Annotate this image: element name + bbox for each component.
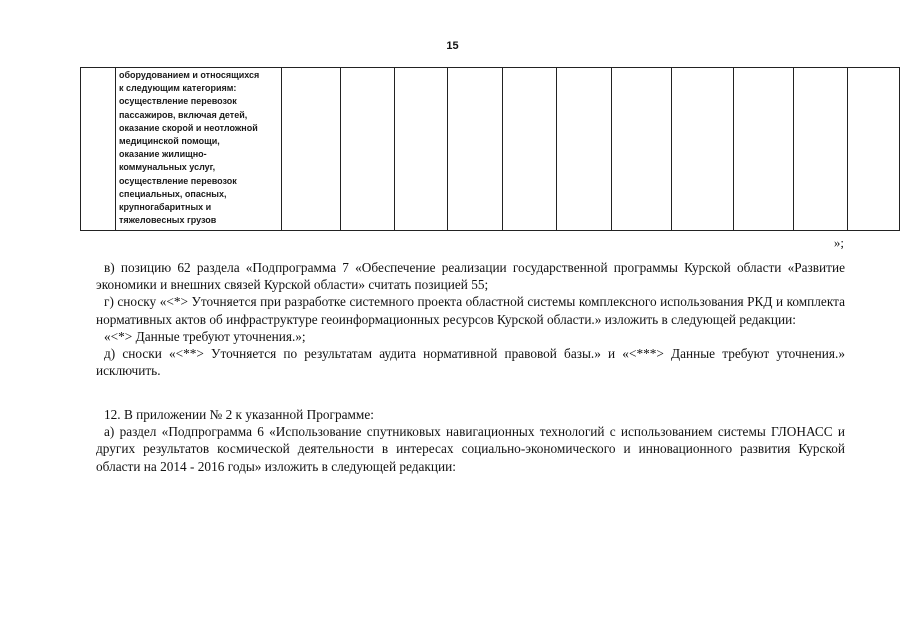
table-cell <box>395 68 448 231</box>
paragraph-v: в) позицию 62 раздела «Подпрограмма 7 «Обеспечение реализации государственной программы Курской области «Развитие экономики и внешних связей Курской области» считать позицией 55; <box>96 260 845 293</box>
paragraph-d: д) сноски «<**> Уточняется по результатам аудита нормативной правовой базы.» и «<***> Данные требуют уточнения.» исключить. <box>96 346 845 379</box>
table-cell <box>341 68 395 231</box>
table-cell-description: оборудованием и относящихся к следующим категориям: осуществление перевозок пассажиров, включая детей, оказание скорой и неотложной медицинской помощи, оказание жилищно- коммунальных услуг, осуществление перевозок специальных, опасных, крупногабаритных и тяжеловесных грузов <box>116 68 282 231</box>
table-row <box>81 68 900 231</box>
table-cell <box>612 68 672 231</box>
table-fragment <box>80 67 900 231</box>
paragraph-footnote-quote: «<*> Данные требуют уточнения.»; <box>104 328 306 344</box>
table-cell <box>734 68 794 231</box>
table-cell <box>503 68 557 231</box>
closing-quote: »; <box>833 235 844 250</box>
table-cell <box>557 68 612 231</box>
paragraph-a: а) раздел «Подпрограмма 6 «Использование спутниковых навигационных технологий с использованием системы ГЛОНАСС и других результатов космической деятельности в интересах социально-экономического и инновационного развития Курской области на 2014 - 2016 годы» изложить в следующей редакции: <box>96 424 845 474</box>
paragraph-g: г) сноску «<*> Уточняется при разработке системного проекта областной системы комплексного использования РКД и комплекта нормативных актов об инфраструктуре геоинформационных ресурсов Курской области.» изложить в следующей редакции: <box>96 294 845 327</box>
table-cell <box>672 68 734 231</box>
body-text <box>96 259 845 379</box>
table-cell <box>448 68 503 231</box>
body-text-section-12 <box>96 406 845 475</box>
table-cell <box>81 68 116 231</box>
table-cell <box>794 68 848 231</box>
page-number: 15 <box>446 40 459 52</box>
table-cell <box>282 68 341 231</box>
paragraph-12: 12. В приложении № 2 к указанной Программе: <box>104 407 374 422</box>
table-cell <box>848 68 900 231</box>
